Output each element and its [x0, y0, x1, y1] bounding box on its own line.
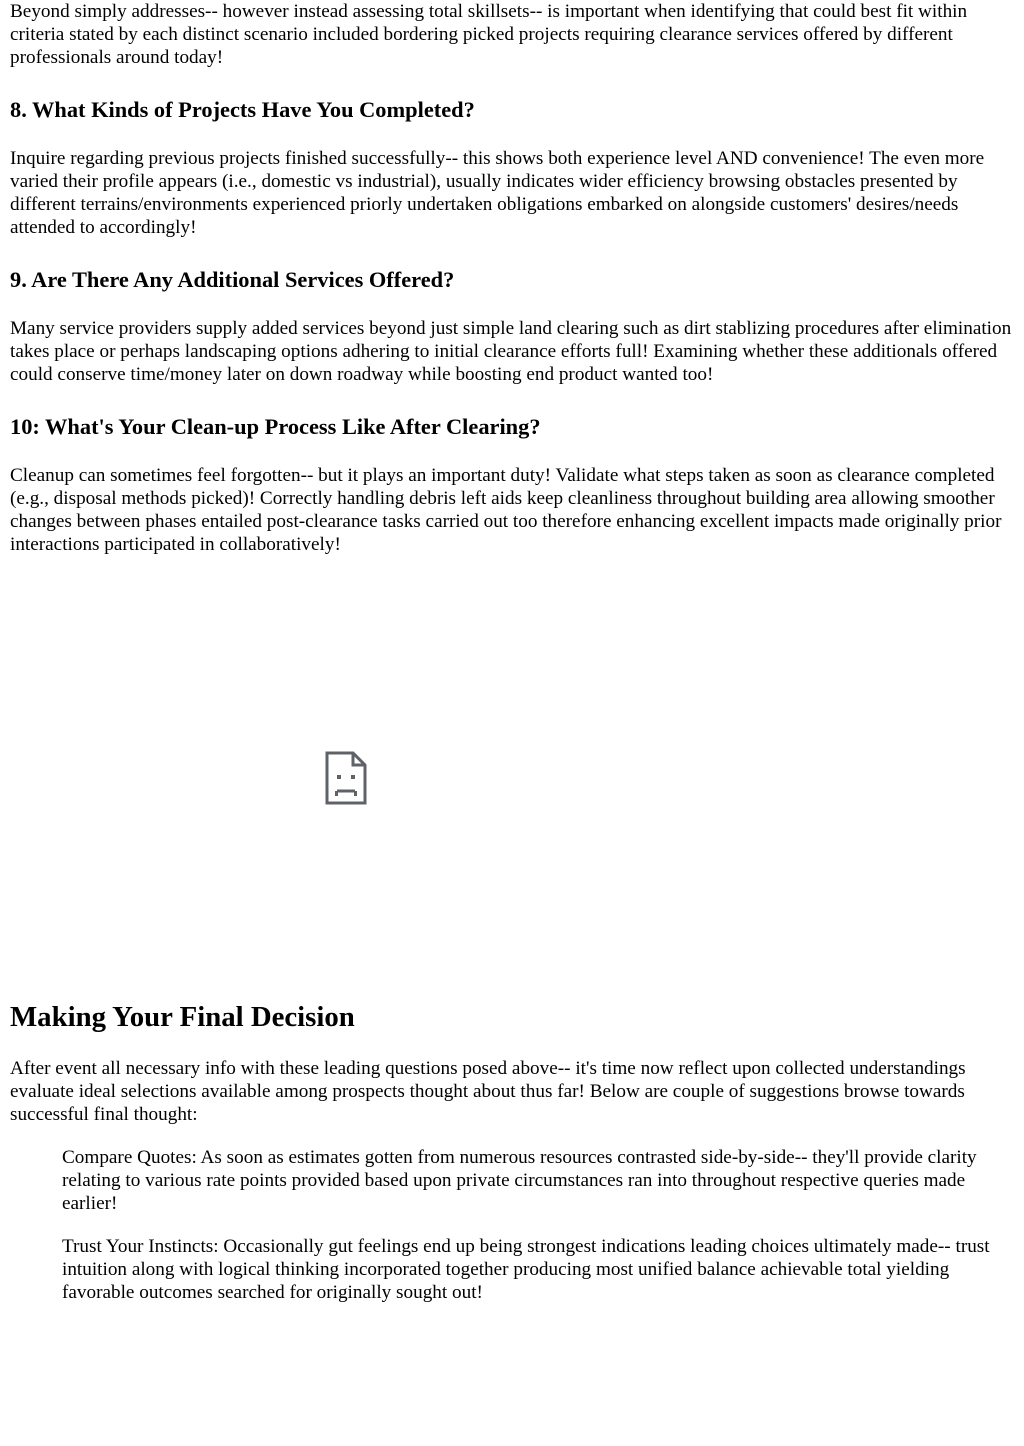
section-body: Inquire regarding previous projects finished successfully-- this shows both experience level AND convenience! The even more varied their profile appears (i.e., domestic vs industrial), usually indicates wider efficiency browsing obstacles presented by different terrains/environments experienced priorly undertaken obligations embarked on alongside customers' desires/needs attended to accordingly!: [10, 148, 985, 238]
tip-item: Compare Quotes: As soon as estimates gotten from numerous resources contrasted side-by-side-- they'll provide clarity relating to various rate points provided based upon private circumstances ran into throughout respective queries made earlier!: [62, 1147, 977, 1214]
section-heading: 8. What Kinds of Projects Have You Completed?: [10, 97, 475, 122]
final-heading: Making Your Final Decision: [10, 1001, 355, 1033]
embedded-image: [10, 556, 1014, 1001]
section-body: Cleanup can sometimes feel forgotten-- but it plays an important duty! Validate what steps taken as soon as clearance completed (e.g., disposal methods picked)! Correctly handling debris left aids keep cleanliness throughout building area allowing smoother changes between phases entailed post-clearance tasks carried out too therefore enhancing excellent impacts made originally prior interactions participated in collaboratively!: [10, 465, 1002, 555]
final-decision-section: [10, 1001, 1014, 1304]
intro-paragraph: Beyond simply addresses-- however instead assessing total skillsets-- is important when identifying that could best fit within criteria stated by each distinct scenario included bordering picked projects requiring clearance services offered by different professionals around today!: [10, 1, 968, 68]
tip-item: Trust Your Instincts: Occasionally gut feelings end up being strongest indications leading choices ultimately made-- trust intuition along with logical thinking incorporated together producing most unified balance achievable total yielding favorable outcomes searched for originally sought out!: [62, 1236, 990, 1303]
section-heading: 10: What's Your Clean-up Process Like After Clearing?: [10, 414, 541, 439]
tips-list: [62, 1146, 1014, 1304]
final-body: After event all necessary info with these leading questions posed above-- it's time now reflect upon collected understandings evaluate ideal selections available among prospects thought about thus far! Below are couple of suggestions browse towards successful final thought:: [10, 1058, 966, 1125]
section-projects: [10, 97, 1014, 239]
section-body: Many service providers supply added services beyond just simple land clearing such as dirt stablizing procedures after elimination takes place or perhaps landscaping options adhering to initial clearance efforts full! Examining whether these additionals offered could conserve time/money later on down roadway while boosting end product wanted too!: [10, 318, 1012, 385]
broken-image-icon: [325, 751, 367, 805]
section-heading: 9. Are There Any Additional Services Offered?: [10, 267, 455, 292]
section-cleanup: [10, 414, 1014, 556]
section-additional-services: [10, 267, 1014, 386]
